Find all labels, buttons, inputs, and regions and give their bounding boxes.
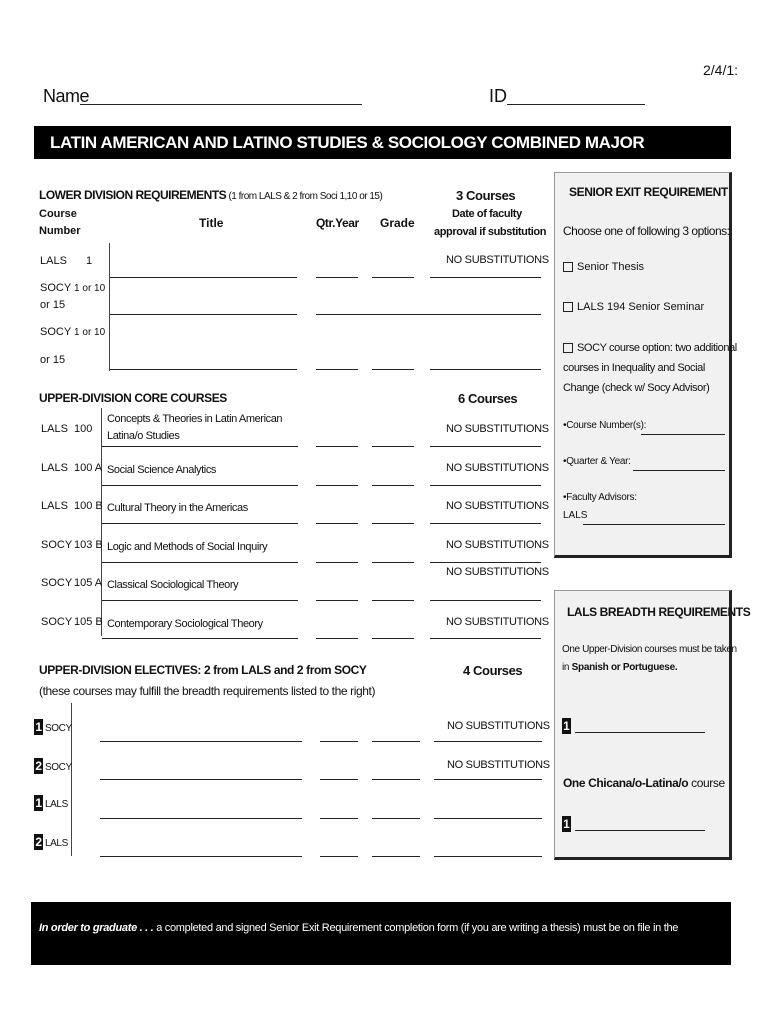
lower-row-3-date-field[interactable] — [430, 369, 541, 370]
electives-sub: (these courses may fulfill the breadth requirements listed to the right) — [39, 684, 376, 698]
elective-row-date-field[interactable] — [434, 741, 542, 742]
id-label: ID — [489, 86, 507, 106]
elective-row-note: NO SUBSTITUTIONS — [447, 720, 550, 732]
core-row-grade-field[interactable] — [372, 600, 414, 601]
core-row-grade-field[interactable] — [372, 523, 414, 524]
core-row-qtr-field[interactable] — [316, 638, 358, 639]
socy-checkbox[interactable] — [563, 343, 573, 353]
core-row-title: Classical Sociological Theory — [107, 579, 239, 591]
chicano-rest: course — [688, 776, 725, 790]
id-field[interactable] — [507, 104, 645, 105]
elective-row-dept: SOCY — [45, 762, 72, 773]
chicano-line — [563, 776, 725, 790]
lower-row-2-num: 1 or 10 — [74, 283, 106, 294]
thesis-label: Senior Thesis — [577, 261, 645, 273]
elective-row-date-field[interactable] — [434, 856, 542, 857]
spanish-badge: 1 — [563, 719, 570, 733]
elective-row-note: NO SUBSTITUTIONS — [447, 759, 550, 771]
col-number: Number — [39, 225, 81, 237]
lower-row-3-num: 1 or 10 — [74, 327, 106, 338]
socy-option-line2: courses in Inequality and Social — [563, 362, 705, 374]
elective-row-qtr-field[interactable] — [320, 741, 358, 742]
footer-rest: a completed and signed Senior Exit Requirement completion form (if you are writing a thesis) must be on file in the Department Office. — [39, 922, 679, 986]
core-row-date-field[interactable] — [430, 562, 541, 563]
lower-row-3-extra: or 15 — [40, 354, 66, 366]
chicano-entry[interactable] — [562, 815, 573, 833]
lower-row-2-dept-text: SOCY — [40, 282, 71, 294]
core-row-title: Contemporary Sociological Theory — [107, 618, 263, 630]
electives-count: 4 Courses — [463, 663, 523, 678]
seminar-label: LALS 194 Senior Seminar — [577, 301, 705, 313]
breadth-line2-bold: Spanish or Portuguese. — [571, 662, 678, 673]
lower-heading-text: LOWER DIVISION REQUIREMENTS — [39, 188, 227, 202]
lower-heading-note: (1 from LALS & 2 from Soci 1,10 or 15) — [226, 191, 383, 202]
footer-bold: In order to graduate . . . — [39, 922, 154, 934]
elective-row-label — [34, 795, 68, 811]
core-row-num: 100 A — [74, 462, 103, 474]
chicano-field[interactable] — [575, 830, 705, 831]
elective-row-qtr-field[interactable] — [320, 818, 358, 819]
elective-row-label — [34, 834, 68, 850]
lower-count: 3 Courses — [456, 188, 516, 203]
core-row-qtr-field[interactable] — [316, 562, 358, 563]
lower-row-1-qtr-field[interactable] — [316, 277, 358, 278]
core-row-dept: LALS — [41, 500, 68, 512]
core-row-num: 103 B — [74, 539, 103, 551]
core-row-qtr-field[interactable] — [316, 485, 358, 486]
lower-row-1-date-field[interactable] — [430, 277, 541, 278]
name-field[interactable] — [80, 104, 362, 105]
seminar-checkbox[interactable] — [563, 302, 573, 312]
chicano-badge: 1 — [563, 817, 570, 831]
chicano-bold: One Chicana/o-Latina/o — [563, 776, 689, 790]
lower-row-2-title-field[interactable] — [110, 314, 297, 315]
breadth-line2-pre: in — [562, 662, 572, 673]
core-row-qtr-field[interactable] — [316, 600, 358, 601]
elective-row-grade-field[interactable] — [372, 741, 420, 742]
core-row-date-field[interactable] — [430, 638, 541, 639]
core-row-title-field[interactable] — [102, 562, 298, 563]
col-date-2: approval if substitution — [434, 226, 547, 238]
breadth-line1: One Upper-Division courses must be taken — [562, 644, 737, 655]
core-row-date-field[interactable] — [430, 600, 541, 601]
thesis-checkbox[interactable] — [563, 262, 573, 272]
core-count: 6 Courses — [458, 391, 518, 406]
core-row-num: 100 B — [74, 500, 103, 512]
elective-row-date-field[interactable] — [434, 818, 542, 819]
core-row-num: 105 A — [74, 577, 103, 589]
core-row-note: NO SUBSTITUTIONS — [446, 566, 549, 578]
quarter-year-label: •Quarter & Year: — [563, 456, 631, 467]
spanish-portuguese-entry[interactable] — [562, 717, 573, 735]
core-row-title: Social Science Analytics — [107, 464, 217, 476]
core-row-num: 100 — [74, 423, 93, 435]
lower-division-heading — [39, 188, 382, 202]
lower-row-3-dept — [40, 326, 105, 338]
senior-option-seminar[interactable] — [563, 301, 704, 313]
col-course: Course — [39, 208, 77, 220]
elective-row-dept: SOCY — [45, 723, 72, 734]
core-row-dept: LALS — [41, 423, 68, 435]
lower-row-3-grade-field[interactable] — [372, 369, 414, 370]
elective-row-date-field[interactable] — [434, 779, 542, 780]
course-numbers-field[interactable] — [641, 434, 725, 435]
core-row-title: Cultural Theory in the Americas — [107, 502, 248, 514]
core-row-dept: LALS — [41, 462, 68, 474]
core-row-date-field[interactable] — [430, 446, 541, 447]
lals-advisor-field[interactable] — [583, 524, 725, 525]
name-label: Name — [43, 86, 90, 106]
senior-option-socy[interactable] — [563, 342, 737, 354]
senior-heading: SENIOR EXIT REQUIREMENT — [569, 185, 728, 199]
socy-option-line1: SOCY course option: two additional — [577, 342, 737, 354]
elective-row-badge: 1 — [35, 796, 42, 810]
elective-row-grade-field[interactable] — [372, 779, 420, 780]
col-date-1: Date of faculty — [452, 208, 522, 220]
core-row-title-field[interactable] — [102, 523, 298, 524]
lower-row-1-title-field[interactable] — [110, 277, 297, 278]
lower-row-2-dept — [40, 282, 105, 294]
core-row-note: NO SUBSTITUTIONS — [446, 423, 549, 435]
core-row-num: 105 B — [74, 616, 103, 628]
core-row-title-field[interactable] — [102, 446, 298, 447]
breadth-heading: LALS BREADTH REQUIREMENTS — [567, 605, 751, 619]
electives-heading: UPPER-DIVISION ELECTIVES: 2 from LALS and 2 from SOCY — [39, 663, 367, 677]
elective-row-title-field[interactable] — [100, 818, 302, 819]
col-title: Title — [199, 216, 224, 230]
core-row-dept: SOCY — [41, 616, 73, 628]
core-row-dept: SOCY — [41, 577, 73, 589]
core-row-note: NO SUBSTITUTIONS — [446, 500, 549, 512]
senior-exit-panel — [554, 172, 737, 558]
lower-row-1-note: NO SUBSTITUTIONS — [446, 254, 549, 266]
core-row-title: Logic and Methods of Social Inquiry — [107, 541, 268, 553]
elective-row-grade-field[interactable] — [372, 818, 420, 819]
elective-row-dept: LALS — [45, 838, 68, 849]
lower-row-3-dept-text: SOCY — [40, 326, 71, 338]
worksheet-title: LATIN AMERICAN AND LATINO STUDIES & SOCIOLOGY COMBINED MAJOR WORKSHEET — [34, 126, 731, 159]
senior-option-thesis[interactable] — [563, 261, 644, 273]
elective-row-qtr-field[interactable] — [320, 856, 358, 857]
senior-intro: Choose one of following 3 options: — [563, 224, 730, 238]
breadth-line2 — [562, 662, 677, 673]
lower-row-1-num: 1 — [86, 255, 93, 267]
core-row-note: NO SUBSTITUTIONS — [446, 539, 549, 551]
elective-row-label — [34, 719, 72, 735]
elective-row-title-field[interactable] — [100, 741, 302, 742]
lower-divider — [109, 243, 110, 371]
faculty-advisors-label: •Faculty Advisors: — [563, 492, 637, 503]
lower-row-2-date-field[interactable] — [316, 314, 541, 315]
core-row-note: NO SUBSTITUTIONS — [446, 462, 549, 474]
core-row-date-field[interactable] — [430, 523, 541, 524]
lower-row-1-grade-field[interactable] — [372, 277, 414, 278]
core-row-title-field[interactable] — [102, 638, 298, 639]
elective-row-label — [34, 758, 72, 774]
graduation-footer — [31, 902, 731, 986]
course-numbers-label: •Course Number(s): — [563, 420, 647, 431]
core-row-grade-field[interactable] — [372, 485, 414, 486]
socy-option-line3: Change (check w/ Socy Advisor) — [563, 382, 710, 394]
core-row-title-field[interactable] — [102, 485, 298, 486]
lower-row-3-title-field[interactable] — [110, 369, 297, 370]
col-grade: Grade — [380, 216, 415, 230]
elective-row-badge: 1 — [35, 720, 42, 734]
core-divider — [101, 408, 102, 636]
elective-row-dept: LALS — [45, 799, 68, 810]
spanish-portuguese-field[interactable] — [575, 732, 705, 733]
elective-row-title-field[interactable] — [100, 779, 302, 780]
elective-row-grade-field[interactable] — [372, 856, 420, 857]
core-row-qtr-field[interactable] — [316, 446, 358, 447]
breadth-panel — [554, 590, 751, 860]
elective-row-title-field[interactable] — [100, 856, 302, 857]
core-heading: UPPER-DIVISION CORE COURSES — [39, 391, 227, 405]
elective-row-badge: 2 — [35, 835, 42, 849]
elective-row-qtr-field[interactable] — [320, 779, 358, 780]
date: 2/4/1: — [703, 62, 739, 78]
quarter-year-field[interactable] — [633, 470, 725, 471]
lals-advisor-label: LALS — [563, 510, 588, 521]
core-row-title: Concepts & Theories in Latin American Latina/o Studies — [107, 413, 283, 442]
core-row-grade-field[interactable] — [372, 638, 414, 639]
core-row-note: NO SUBSTITUTIONS — [446, 616, 549, 628]
core-row-date-field[interactable] — [430, 485, 541, 486]
elective-row-badge: 2 — [35, 759, 42, 773]
core-row-qtr-field[interactable] — [316, 523, 358, 524]
core-row-title-field[interactable] — [102, 600, 298, 601]
core-row-dept: SOCY — [41, 539, 73, 551]
lower-row-2-extra: or 15 — [40, 299, 66, 311]
core-row-grade-field[interactable] — [372, 562, 414, 563]
lower-row-3-qtr-field[interactable] — [316, 369, 358, 370]
lower-row-1-dept: LALS — [40, 255, 67, 267]
col-qtr-year: Qtr.Year — [316, 216, 359, 230]
core-row-grade-field[interactable] — [372, 446, 414, 447]
